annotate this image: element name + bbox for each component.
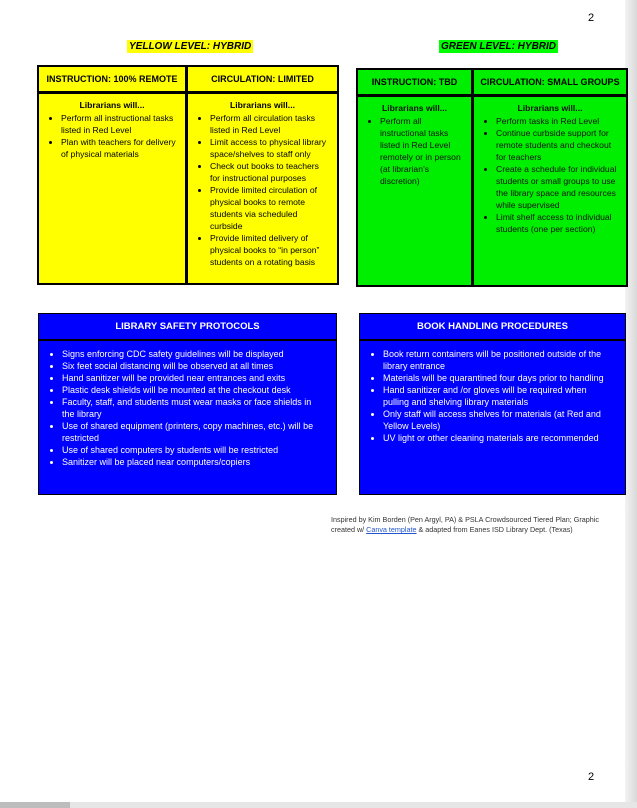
list-item: • Signs enforcing CDC safety guidelines will be displayed: [62, 348, 326, 360]
list-item: • Check out books to teachers for instructional purposes: [210, 160, 331, 184]
green-instruction-column: [358, 70, 474, 285]
list-item: • Limit shelf access to individual students (one per section): [496, 211, 620, 235]
list-item: • Limit access to physical library space/shelves to staff only: [210, 136, 331, 160]
yellow-circulation-list: [194, 112, 331, 268]
list-item: • Use of shared computers by students will be restricted: [62, 444, 326, 456]
list-item: • Perform tasks in Red Level: [496, 115, 620, 127]
yellow-level-title: YELLOW LEVEL: HYBRID: [129, 41, 252, 52]
page-number-top: 2: [588, 12, 595, 24]
list-item: • Perform all instructional tasks listed in Red Level: [61, 112, 179, 136]
list-item: • Perform all circulation tasks listed in Red Level: [210, 112, 331, 136]
safety-protocols-title: LIBRARY SAFETY PROTOCOLS: [39, 314, 336, 341]
list-item: • Perform all instructional tasks listed in Red Level remotely or in person (at librarian’s discretion): [380, 115, 465, 187]
list-item: • Continue curbside support for remote students and checkout for teachers: [496, 127, 620, 163]
yellow-circulation-column: [188, 67, 337, 283]
green-circulation-list: [480, 115, 620, 235]
yellow-circulation-lead: Librarians will...: [230, 100, 295, 110]
safety-protocols-list: [48, 348, 326, 468]
green-instruction-lead: Librarians will...: [382, 103, 447, 113]
canva-template-link[interactable]: Canva template: [366, 525, 417, 534]
list-item: • Book return containers will be positioned outside of the library entrance: [383, 348, 615, 372]
yellow-instruction-column: [39, 67, 188, 283]
list-item: • Provide limited circulation of physical books to remote students via scheduled curbside: [210, 184, 331, 232]
green-instruction-list: [364, 115, 465, 187]
book-handling-list: [369, 348, 615, 444]
green-instruction-header: INSTRUCTION: TBD: [358, 70, 471, 97]
list-item: • Materials will be quarantined four days prior to handling: [383, 372, 615, 384]
list-item: • Faculty, staff, and students must wear masks or face shields in the library: [62, 396, 326, 420]
list-item: • Provide limited delivery of physical books to “in person” students on a rotating basis: [210, 232, 331, 268]
yellow-circulation-header: CIRCULATION: LIMITED: [188, 67, 337, 94]
page-number-bottom: 2: [588, 771, 595, 783]
credit-note: [331, 515, 621, 535]
list-item: • Hand sanitizer and /or gloves will be required when pulling and shelving library materials: [383, 384, 615, 408]
list-item: • UV light or other cleaning materials are recommended: [383, 432, 615, 444]
yellow-instruction-list: [45, 112, 179, 160]
green-level-table: [356, 68, 628, 287]
green-circulation-column: [474, 70, 626, 285]
credit-text-before: Inspired by Kim Borden (Pen Argyl, PA) & PSLA Crowdsourced Tiered Plan; Graphic created w/: [331, 515, 599, 534]
credit-text-after: & adapted from Eanes ISD Library Dept. (Texas): [416, 525, 573, 534]
yellow-instruction-header: INSTRUCTION: 100% REMOTE: [39, 67, 185, 94]
page-bottom-edge: [0, 802, 637, 808]
yellow-level-table: [37, 65, 339, 285]
library-safety-protocols-panel: [38, 313, 337, 495]
yellow-instruction-lead: Librarians will...: [79, 100, 145, 110]
list-item: • Create a schedule for individual students or small groups to use the library space and resources while supervised: [496, 163, 620, 211]
list-item: • Only staff will access shelves for materials (at Red and Yellow Levels): [383, 408, 615, 432]
list-item: • Hand sanitizer will be provided near entrances and exits: [62, 372, 326, 384]
green-circulation-header: CIRCULATION: SMALL GROUPS: [474, 70, 626, 97]
list-item: • Use of shared equipment (printers, copy machines, etc.) will be restricted: [62, 420, 326, 444]
green-level-title: GREEN LEVEL: HYBRID: [441, 41, 557, 52]
list-item: • Plastic desk shields will be mounted at the checkout desk: [62, 384, 326, 396]
list-item: • Six feet social distancing will be observed at all times: [62, 360, 326, 372]
page-tab: [0, 802, 70, 808]
list-item: • Sanitizer will be placed near computers/copiers: [62, 456, 326, 468]
book-handling-title: BOOK HANDLING PROCEDURES: [360, 314, 625, 341]
list-item: • Plan with teachers for delivery of physical materials: [61, 136, 179, 160]
green-circulation-lead: Librarians will...: [517, 103, 583, 113]
book-handling-procedures-panel: [359, 313, 626, 495]
